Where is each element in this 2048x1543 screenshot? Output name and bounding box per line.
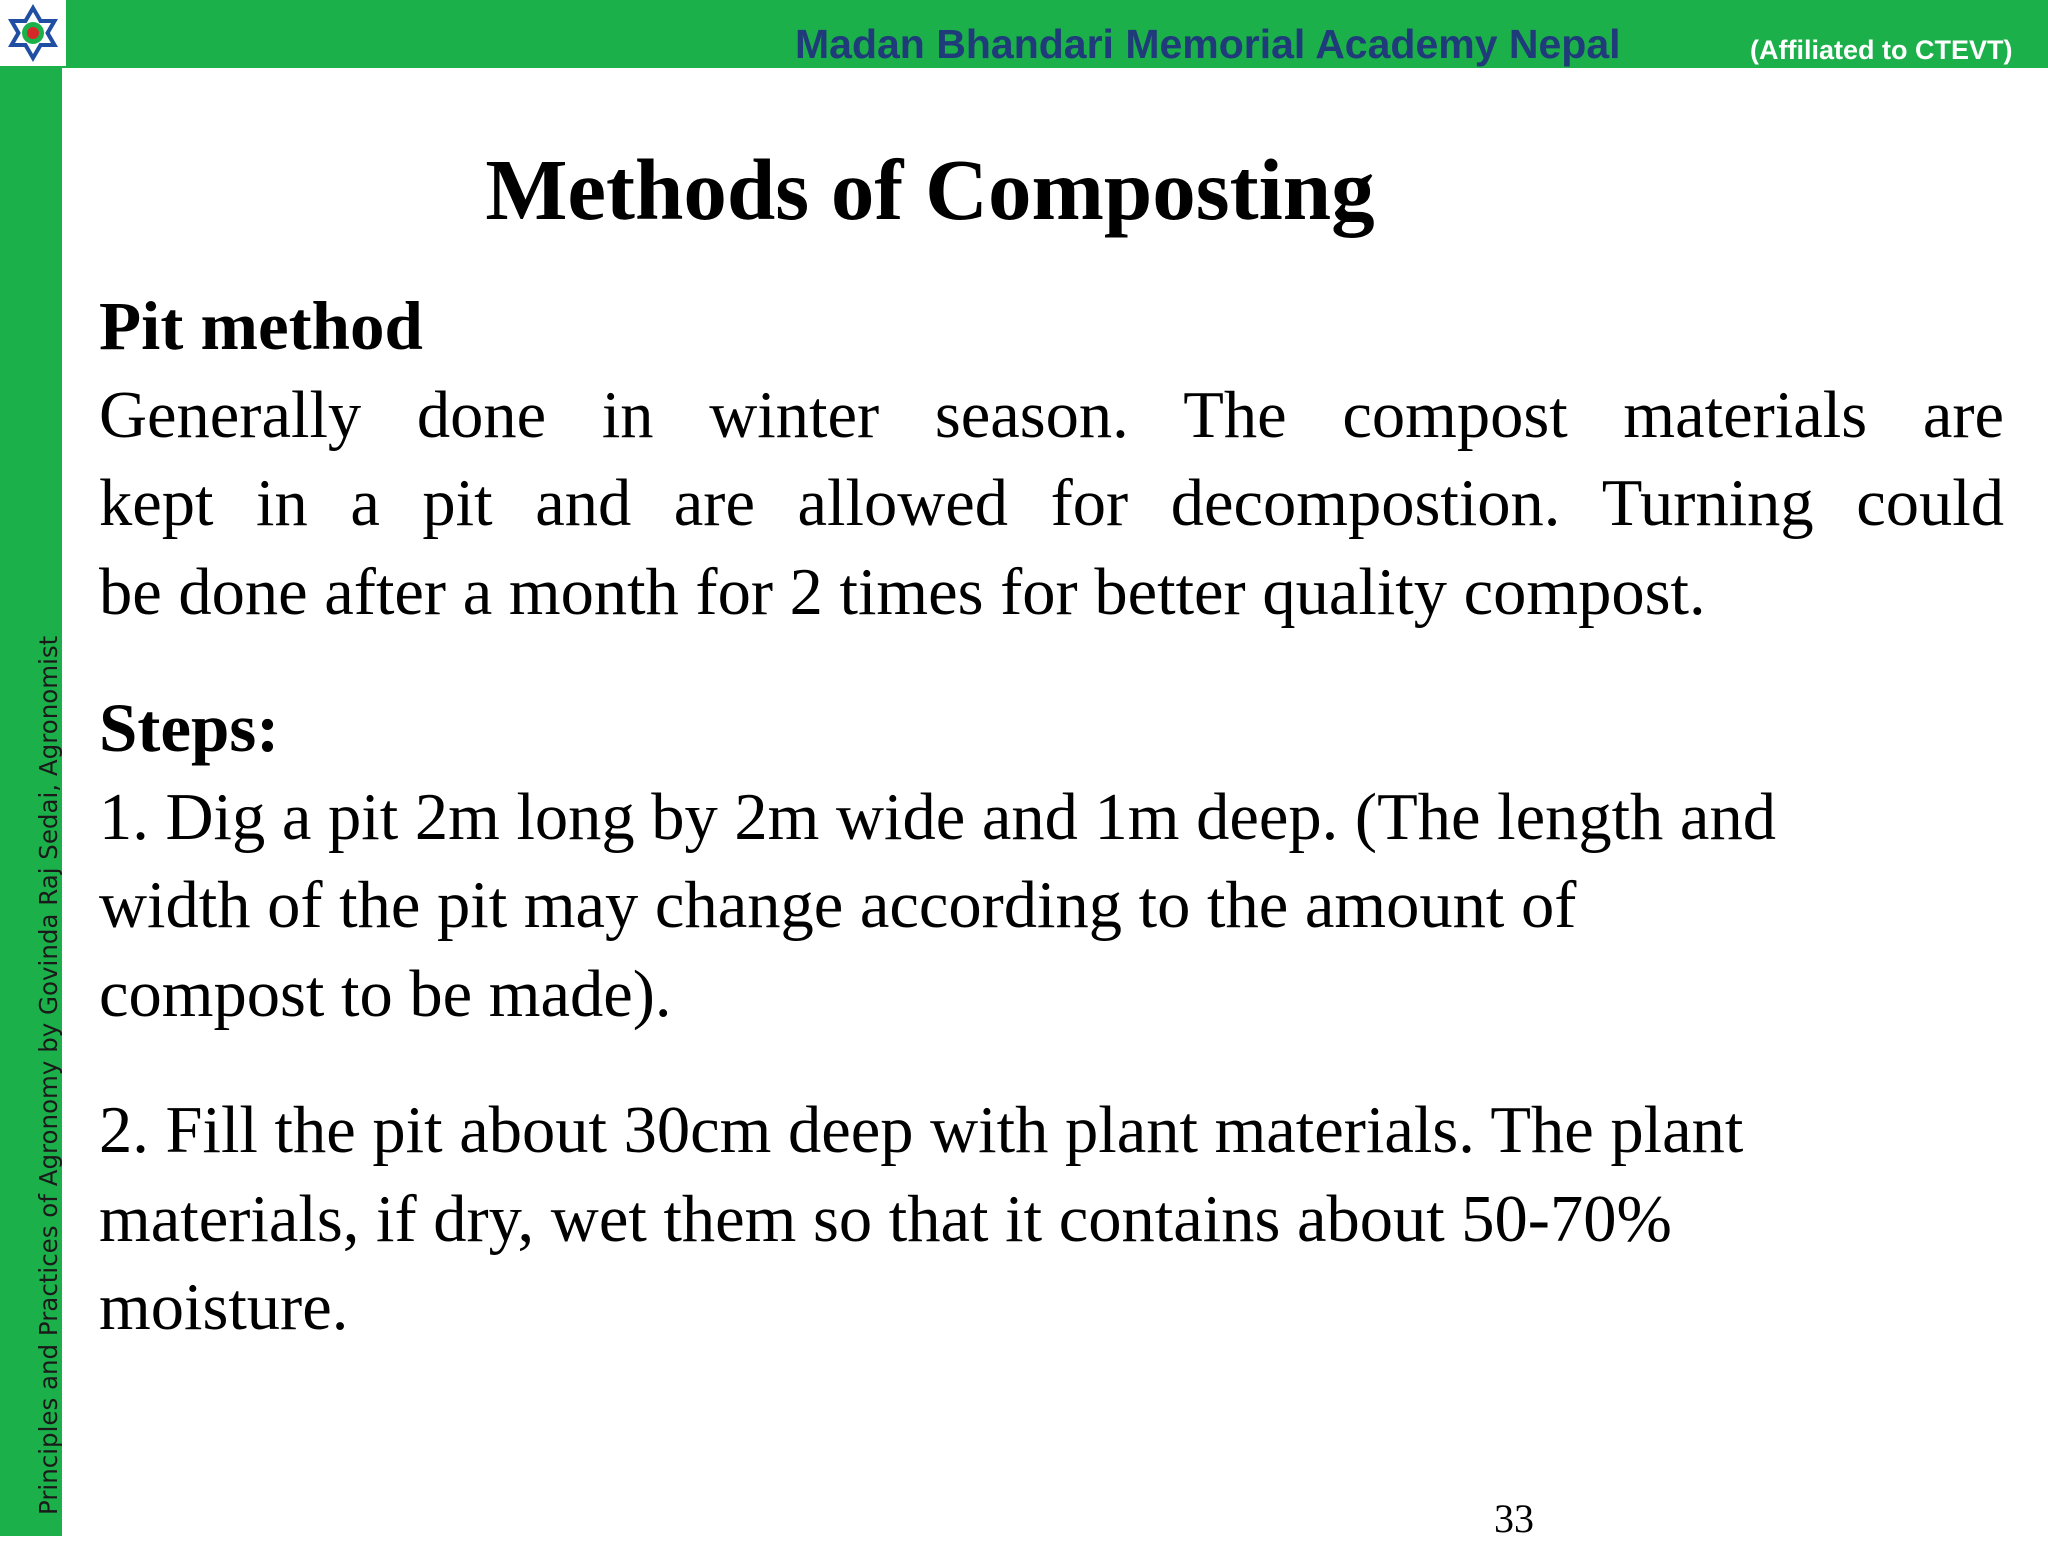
step-2-line: moisture.: [99, 1271, 349, 1344]
steps-heading: Steps:: [99, 690, 280, 766]
step-1-line: compost to be made).: [99, 958, 672, 1031]
affiliation-label: (Affiliated to CTEVT): [1750, 35, 2013, 65]
page-number: 33: [1494, 1496, 1534, 1541]
slide-title: Methods of Composting: [485, 141, 1375, 238]
pit-method-line: Generally done in winter season. The compost materials are: [99, 379, 2004, 452]
step-1-line: 1. Dig a pit 2m long by 2m wide and 1m deep. (The length and: [99, 781, 1776, 854]
step-1-line: width of the pit may change according to the amount of: [99, 869, 1577, 942]
academy-name: Madan Bhandari Memorial Academy Nepal: [795, 21, 1621, 67]
academy-star-logo-icon: [0, 0, 66, 66]
pit-method-line: be done after a month for 2 times for better quality compost.: [99, 556, 1706, 629]
sidebar-course-credit: Principles and Practices of Agronomy by Govinda Raj Sedai, Agronomist: [34, 635, 63, 1515]
pit-method-line: kept in a pit and are allowed for decompostion. Turning could: [99, 467, 2004, 540]
step-2-line: materials, if dry, wet them so that it contains about 50-70%: [99, 1183, 1672, 1256]
step-2-line: 2. Fill the pit about 30cm deep with plant materials. The plant: [99, 1094, 1744, 1167]
pit-method-heading: Pit method: [99, 288, 423, 364]
